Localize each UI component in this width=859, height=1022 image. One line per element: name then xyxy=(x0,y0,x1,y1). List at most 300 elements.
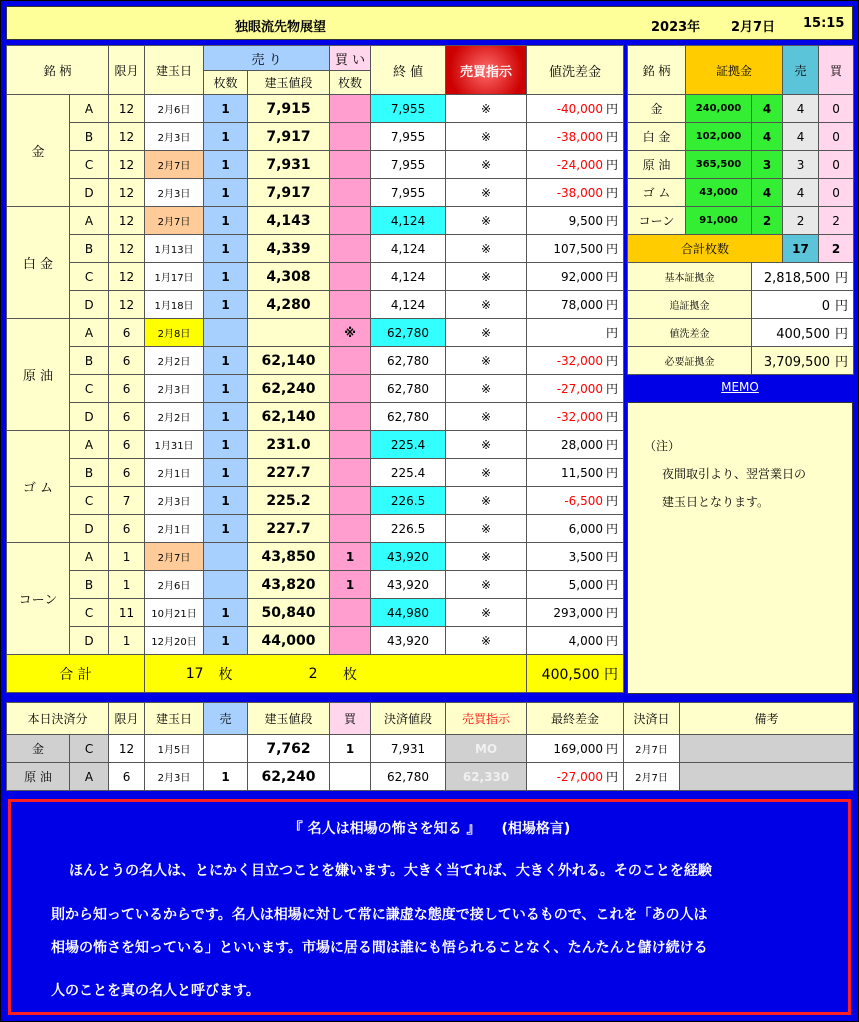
row-sell-qty: 1 xyxy=(204,95,248,123)
col-uri: 売 り xyxy=(204,46,330,71)
row-month: 1 xyxy=(109,627,145,655)
row-instruction: ※ xyxy=(446,95,527,123)
row-buy-qty xyxy=(330,487,371,515)
proverb-line3: 相場の怖さを知っている」といいます。市場に居る間は誰にも悟られることなく、たんたんと儲け続ける xyxy=(51,940,708,956)
list-item xyxy=(628,151,854,179)
row-buy-qty xyxy=(330,179,371,207)
row-buy-qty xyxy=(330,627,371,655)
row-buy-qty xyxy=(330,235,371,263)
row-neara: -27,000 円 xyxy=(527,375,624,403)
total-label: 合 計 xyxy=(7,655,145,693)
market-proverb xyxy=(8,799,851,1015)
row-price: 4,280 xyxy=(248,291,330,319)
row-buy-qty xyxy=(330,151,371,179)
settle-instruction: MO xyxy=(446,735,527,763)
row-instruction: ※ xyxy=(446,599,527,627)
row-key: C xyxy=(70,487,109,515)
row-instruction: ※ xyxy=(446,207,527,235)
summary-value: 3,709,500 円 xyxy=(752,347,854,375)
row-key: A xyxy=(70,543,109,571)
row-buy-qty xyxy=(330,263,371,291)
row-sell-qty: 1 xyxy=(204,123,248,151)
row-sell-qty xyxy=(204,319,248,347)
summary-value: 0 円 xyxy=(752,291,854,319)
row-price: 4,308 xyxy=(248,263,330,291)
row-sell-qty: 1 xyxy=(204,263,248,291)
page-title: 独眼流先物展望 xyxy=(235,20,327,35)
time-label: 15:15 xyxy=(803,16,845,31)
settle-sell xyxy=(204,735,248,763)
margin-qty: 4 xyxy=(752,123,783,151)
row-sell-qty: 1 xyxy=(204,403,248,431)
settle-col-saishu: 最終差金 xyxy=(527,703,624,735)
row-month: 12 xyxy=(109,207,145,235)
row-sell-qty: 1 xyxy=(204,207,248,235)
summary-label: 必要証拠金 xyxy=(628,347,752,375)
margin-amount: 240,000 xyxy=(686,95,752,123)
row-instruction: ※ xyxy=(446,291,527,319)
row-sell-qty: 1 xyxy=(204,235,248,263)
margin-amount: 365,500 xyxy=(686,151,752,179)
row-key: C xyxy=(70,375,109,403)
row-sell-qty: 1 xyxy=(204,347,248,375)
table-row xyxy=(7,487,624,515)
side-total-buy: 2 xyxy=(819,235,854,263)
table-row xyxy=(7,151,624,179)
row-close: 62,780 xyxy=(371,319,446,347)
row-instruction: ※ xyxy=(446,179,527,207)
row-price xyxy=(248,319,330,347)
row-sell-qty: 1 xyxy=(204,375,248,403)
row-buy-qty xyxy=(330,375,371,403)
settle-col-title: 本日決済分 xyxy=(7,703,109,735)
row-instruction: ※ xyxy=(446,515,527,543)
settle-col-biko: 備考 xyxy=(680,703,854,735)
row-buy-qty xyxy=(330,123,371,151)
row-sell-qty: 1 xyxy=(204,151,248,179)
row-instruction: ※ xyxy=(446,403,527,431)
title-bar xyxy=(6,6,853,40)
table-row xyxy=(7,431,624,459)
row-buy-qty xyxy=(330,207,371,235)
row-price: 43,850 xyxy=(248,543,330,571)
col-tateday: 建玉日 xyxy=(145,46,204,95)
row-key: A xyxy=(70,95,109,123)
row-instruction: ※ xyxy=(446,459,527,487)
row-month: 7 xyxy=(109,487,145,515)
margin-table xyxy=(627,45,854,375)
row-month: 12 xyxy=(109,235,145,263)
row-date: 2月6日 xyxy=(145,95,204,123)
col-tatene: 建玉値段 xyxy=(248,71,330,95)
row-instruction: ※ xyxy=(446,263,527,291)
summary-label: 基本証拠金 xyxy=(628,263,752,291)
list-item xyxy=(628,123,854,151)
row-key: A xyxy=(70,431,109,459)
margin-sell: 2 xyxy=(783,207,819,235)
row-key: C xyxy=(70,151,109,179)
summary-label: 値洗差金 xyxy=(628,319,752,347)
row-date: 2月1日 xyxy=(145,459,204,487)
settle-final: 169,000 円 xyxy=(527,735,624,763)
row-date: 2月3日 xyxy=(145,123,204,151)
col-maisu: 枚数 xyxy=(204,71,248,95)
settle-key: C xyxy=(70,735,109,763)
memo-line3: 建玉日となります。 xyxy=(662,495,770,509)
row-month: 1 xyxy=(109,571,145,599)
row-sell-qty: 1 xyxy=(204,599,248,627)
row-price: 225.2 xyxy=(248,487,330,515)
total-sell: 17 xyxy=(145,655,204,693)
commodity-name: ゴ ム xyxy=(7,431,70,543)
table-row xyxy=(7,599,624,627)
table-row xyxy=(7,347,624,375)
row-date: 2月6日 xyxy=(145,571,204,599)
settle-price: 62,240 xyxy=(248,763,330,791)
date-label: 2月7日 xyxy=(731,20,776,35)
row-key: A xyxy=(70,319,109,347)
row-date: 2月7日 xyxy=(145,151,204,179)
row-buy-qty xyxy=(330,95,371,123)
row-close: 7,955 xyxy=(371,123,446,151)
table-row xyxy=(7,291,624,319)
row-date: 2月1日 xyxy=(145,515,204,543)
row-close: 7,955 xyxy=(371,179,446,207)
total-buy-unit: 枚 xyxy=(330,655,371,693)
side-col-uri: 売 xyxy=(783,46,819,95)
settle-end-date: 2月7日 xyxy=(624,735,680,763)
margin-amount: 91,000 xyxy=(686,207,752,235)
row-neara: 4,000 円 xyxy=(527,627,624,655)
list-item xyxy=(628,95,854,123)
margin-amount: 43,000 xyxy=(686,179,752,207)
margin-sell: 3 xyxy=(783,151,819,179)
row-instruction: ※ xyxy=(446,375,527,403)
table-row xyxy=(7,319,624,347)
row-neara: 11,500 円 xyxy=(527,459,624,487)
row-sell-qty: 1 xyxy=(204,291,248,319)
settle-note xyxy=(680,763,854,791)
row-month: 11 xyxy=(109,599,145,627)
settle-price: 7,762 xyxy=(248,735,330,763)
row-neara: 円 xyxy=(527,319,624,347)
margin-name: 原 油 xyxy=(628,151,686,179)
row-close: 225.4 xyxy=(371,431,446,459)
row-key: D xyxy=(70,627,109,655)
row-month: 6 xyxy=(109,515,145,543)
col-baibai: 売買指示 xyxy=(446,46,527,95)
row-close: 62,780 xyxy=(371,375,446,403)
margin-buy: 0 xyxy=(819,151,854,179)
row-close: 43,920 xyxy=(371,571,446,599)
row-price: 7,915 xyxy=(248,95,330,123)
row-key: A xyxy=(70,207,109,235)
settle-col-gentsuki: 限月 xyxy=(109,703,145,735)
margin-name: 金 xyxy=(628,95,686,123)
row-sell-qty: 1 xyxy=(204,431,248,459)
row-buy-qty xyxy=(330,599,371,627)
margin-amount: 102,000 xyxy=(686,123,752,151)
row-sell-qty xyxy=(204,571,248,599)
row-close: 7,955 xyxy=(371,95,446,123)
row-price: 62,140 xyxy=(248,347,330,375)
margin-name: ゴ ム xyxy=(628,179,686,207)
row-close: 225.4 xyxy=(371,459,446,487)
settle-close: 62,780 xyxy=(371,763,446,791)
row-price: 231.0 xyxy=(248,431,330,459)
row-month: 6 xyxy=(109,403,145,431)
side-col-kai: 買 xyxy=(819,46,854,95)
row-buy-qty xyxy=(330,403,371,431)
row-price: 7,931 xyxy=(248,151,330,179)
row-month: 12 xyxy=(109,123,145,151)
row-date: 10月21日 xyxy=(145,599,204,627)
row-neara: -6,500 円 xyxy=(527,487,624,515)
row-sell-qty xyxy=(204,543,248,571)
row-close: 226.5 xyxy=(371,487,446,515)
summary-label: 追証拠金 xyxy=(628,291,752,319)
total-buy: 2 xyxy=(248,655,330,693)
margin-qty: 2 xyxy=(752,207,783,235)
year-label: 2023年 xyxy=(651,20,701,35)
row-date: 12月20日 xyxy=(145,627,204,655)
commodity-name: コーン xyxy=(7,543,70,655)
summary-row xyxy=(628,291,854,319)
row-price: 4,339 xyxy=(248,235,330,263)
summary-row xyxy=(628,347,854,375)
margin-sell: 4 xyxy=(783,95,819,123)
row-close: 226.5 xyxy=(371,515,446,543)
row-date: 1月31日 xyxy=(145,431,204,459)
summary-value: 400,500 円 xyxy=(752,319,854,347)
settle-month: 6 xyxy=(109,763,145,791)
row-month: 12 xyxy=(109,263,145,291)
total-sell-unit: 枚 xyxy=(204,655,248,693)
proverb-line2: 則から知っているからです。名人は相場に対して常に謙虚な態度で接しているもので、これを「あの人は xyxy=(51,907,708,923)
total-row xyxy=(7,655,624,693)
row-date: 2月3日 xyxy=(145,375,204,403)
row-price: 7,917 xyxy=(248,179,330,207)
row-close: 4,124 xyxy=(371,207,446,235)
row-date: 2月3日 xyxy=(145,487,204,515)
commodity-name: 金 xyxy=(7,95,70,207)
row-date: 2月8日 xyxy=(145,319,204,347)
row-sell-qty: 1 xyxy=(204,459,248,487)
row-key: B xyxy=(70,235,109,263)
row-month: 1 xyxy=(109,543,145,571)
row-buy-qty xyxy=(330,515,371,543)
row-neara: 92,000 円 xyxy=(527,263,624,291)
row-key: C xyxy=(70,263,109,291)
settle-buy xyxy=(330,763,371,791)
settle-col-kai: 買 xyxy=(330,703,371,735)
row-month: 6 xyxy=(109,319,145,347)
row-month: 6 xyxy=(109,375,145,403)
settle-sell: 1 xyxy=(204,763,248,791)
side-total-sell: 17 xyxy=(783,235,819,263)
settle-date: 2月3日 xyxy=(145,763,204,791)
settle-col-tatene: 建玉値段 xyxy=(248,703,330,735)
row-key: B xyxy=(70,123,109,151)
summary-value: 2,818,500 円 xyxy=(752,263,854,291)
summary-row xyxy=(628,263,854,291)
row-buy-qty xyxy=(330,459,371,487)
col-maisu2: 枚数 xyxy=(330,71,371,95)
row-instruction: ※ xyxy=(446,151,527,179)
row-instruction: ※ xyxy=(446,431,527,459)
row-price: 62,140 xyxy=(248,403,330,431)
row-close: 7,955 xyxy=(371,151,446,179)
settlement-table xyxy=(6,702,854,791)
proverb-line1: ほんとうの名人は、とにかく目立つことを嫌います。大きく当てれば、大きく外れる。そのことを経験 xyxy=(69,863,712,879)
row-sell-qty: 1 xyxy=(204,627,248,655)
col-kai: 買 い xyxy=(330,46,371,71)
margin-name: 白 金 xyxy=(628,123,686,151)
settle-date: 1月5日 xyxy=(145,735,204,763)
row-price: 7,917 xyxy=(248,123,330,151)
settle-col-uri: 売 xyxy=(204,703,248,735)
settle-note xyxy=(680,735,854,763)
margin-qty: 4 xyxy=(752,179,783,207)
row-instruction: ※ xyxy=(446,487,527,515)
settle-final: -27,000 円 xyxy=(527,763,624,791)
settle-month: 12 xyxy=(109,735,145,763)
row-neara: 5,000 円 xyxy=(527,571,624,599)
positions-table xyxy=(6,45,624,693)
memo-link[interactable]: MEMO xyxy=(721,380,759,394)
col-meigara: 銘 柄 xyxy=(7,46,109,95)
margin-qty: 4 xyxy=(752,95,783,123)
row-key: C xyxy=(70,599,109,627)
row-close: 4,124 xyxy=(371,235,446,263)
table-row xyxy=(7,263,624,291)
row-instruction: ※ xyxy=(446,319,527,347)
row-date: 1月18日 xyxy=(145,291,204,319)
margin-name: コーン xyxy=(628,207,686,235)
row-close: 62,780 xyxy=(371,347,446,375)
row-date: 2月7日 xyxy=(145,207,204,235)
row-neara: 9,500 円 xyxy=(527,207,624,235)
row-instruction: ※ xyxy=(446,347,527,375)
margin-buy: 0 xyxy=(819,179,854,207)
row-key: B xyxy=(70,347,109,375)
settle-col-kessaibi: 決済日 xyxy=(624,703,680,735)
col-owarine: 終 値 xyxy=(371,46,446,95)
side-total-label: 合計枚数 xyxy=(628,235,783,263)
row-neara: -40,000 円 xyxy=(527,95,624,123)
settle-end-date: 2月7日 xyxy=(624,763,680,791)
row-instruction: ※ xyxy=(446,543,527,571)
row-price: 43,820 xyxy=(248,571,330,599)
row-month: 6 xyxy=(109,347,145,375)
row-key: B xyxy=(70,459,109,487)
proverb-line4: 人のことを真の名人と呼びます。 xyxy=(51,983,260,999)
settle-buy: 1 xyxy=(330,735,371,763)
row-neara: -32,000 円 xyxy=(527,347,624,375)
row-price: 62,240 xyxy=(248,375,330,403)
margin-buy: 0 xyxy=(819,95,854,123)
memo-line1: （注） xyxy=(644,439,681,453)
row-buy-qty: 1 xyxy=(330,543,371,571)
list-item xyxy=(628,207,854,235)
row-neara: 28,000 円 xyxy=(527,431,624,459)
table-row xyxy=(7,735,854,763)
row-close: 4,124 xyxy=(371,291,446,319)
settle-name: 原 油 xyxy=(7,763,70,791)
row-date: 1月13日 xyxy=(145,235,204,263)
row-price: 227.7 xyxy=(248,515,330,543)
row-date: 2月7日 xyxy=(145,543,204,571)
list-item xyxy=(628,179,854,207)
row-instruction: ※ xyxy=(446,123,527,151)
proverb-title: 『 名人は相場の怖さを知る 』 (相場格言) xyxy=(288,821,571,837)
row-instruction: ※ xyxy=(446,235,527,263)
row-month: 12 xyxy=(109,151,145,179)
table-row xyxy=(7,95,624,123)
row-date: 2月2日 xyxy=(145,347,204,375)
row-month: 12 xyxy=(109,291,145,319)
table-row xyxy=(7,627,624,655)
row-month: 6 xyxy=(109,459,145,487)
row-date: 2月2日 xyxy=(145,403,204,431)
row-date: 2月3日 xyxy=(145,179,204,207)
row-neara: 3,500 円 xyxy=(527,543,624,571)
row-buy-qty: 1 xyxy=(330,571,371,599)
row-neara: 293,000 円 xyxy=(527,599,624,627)
settle-instruction: 62,330 xyxy=(446,763,527,791)
row-key: D xyxy=(70,515,109,543)
row-buy-qty xyxy=(330,347,371,375)
row-close: 44,980 xyxy=(371,599,446,627)
row-buy-qty xyxy=(330,431,371,459)
row-price: 50,840 xyxy=(248,599,330,627)
row-buy-qty xyxy=(330,291,371,319)
row-neara: -38,000 円 xyxy=(527,123,624,151)
table-row xyxy=(7,763,854,791)
row-neara: -38,000 円 xyxy=(527,179,624,207)
row-key: D xyxy=(70,291,109,319)
row-key: B xyxy=(70,571,109,599)
memo-line2: 夜間取引より、翌営業日の xyxy=(662,467,807,481)
table-row xyxy=(7,207,624,235)
table-row xyxy=(7,235,624,263)
row-neara: 6,000 円 xyxy=(527,515,624,543)
commodity-name: 原 油 xyxy=(7,319,70,431)
row-sell-qty: 1 xyxy=(204,515,248,543)
margin-sell: 4 xyxy=(783,123,819,151)
table-row xyxy=(7,375,624,403)
row-price: 44,000 xyxy=(248,627,330,655)
table-row xyxy=(7,543,624,571)
row-close: 62,780 xyxy=(371,403,446,431)
summary-row xyxy=(628,319,854,347)
table-row xyxy=(7,403,624,431)
margin-buy: 0 xyxy=(819,123,854,151)
col-neara: 値洗差金 xyxy=(527,46,624,95)
memo-panel xyxy=(627,402,853,694)
row-close: 4,124 xyxy=(371,263,446,291)
row-instruction: ※ xyxy=(446,571,527,599)
row-price: 227.7 xyxy=(248,459,330,487)
row-date: 1月17日 xyxy=(145,263,204,291)
margin-qty: 3 xyxy=(752,151,783,179)
row-price: 4,143 xyxy=(248,207,330,235)
row-key: D xyxy=(70,179,109,207)
commodity-name: 白 金 xyxy=(7,207,70,319)
row-close: 43,920 xyxy=(371,543,446,571)
row-neara: -32,000 円 xyxy=(527,403,624,431)
side-col-shoko: 証拠金 xyxy=(686,46,783,95)
